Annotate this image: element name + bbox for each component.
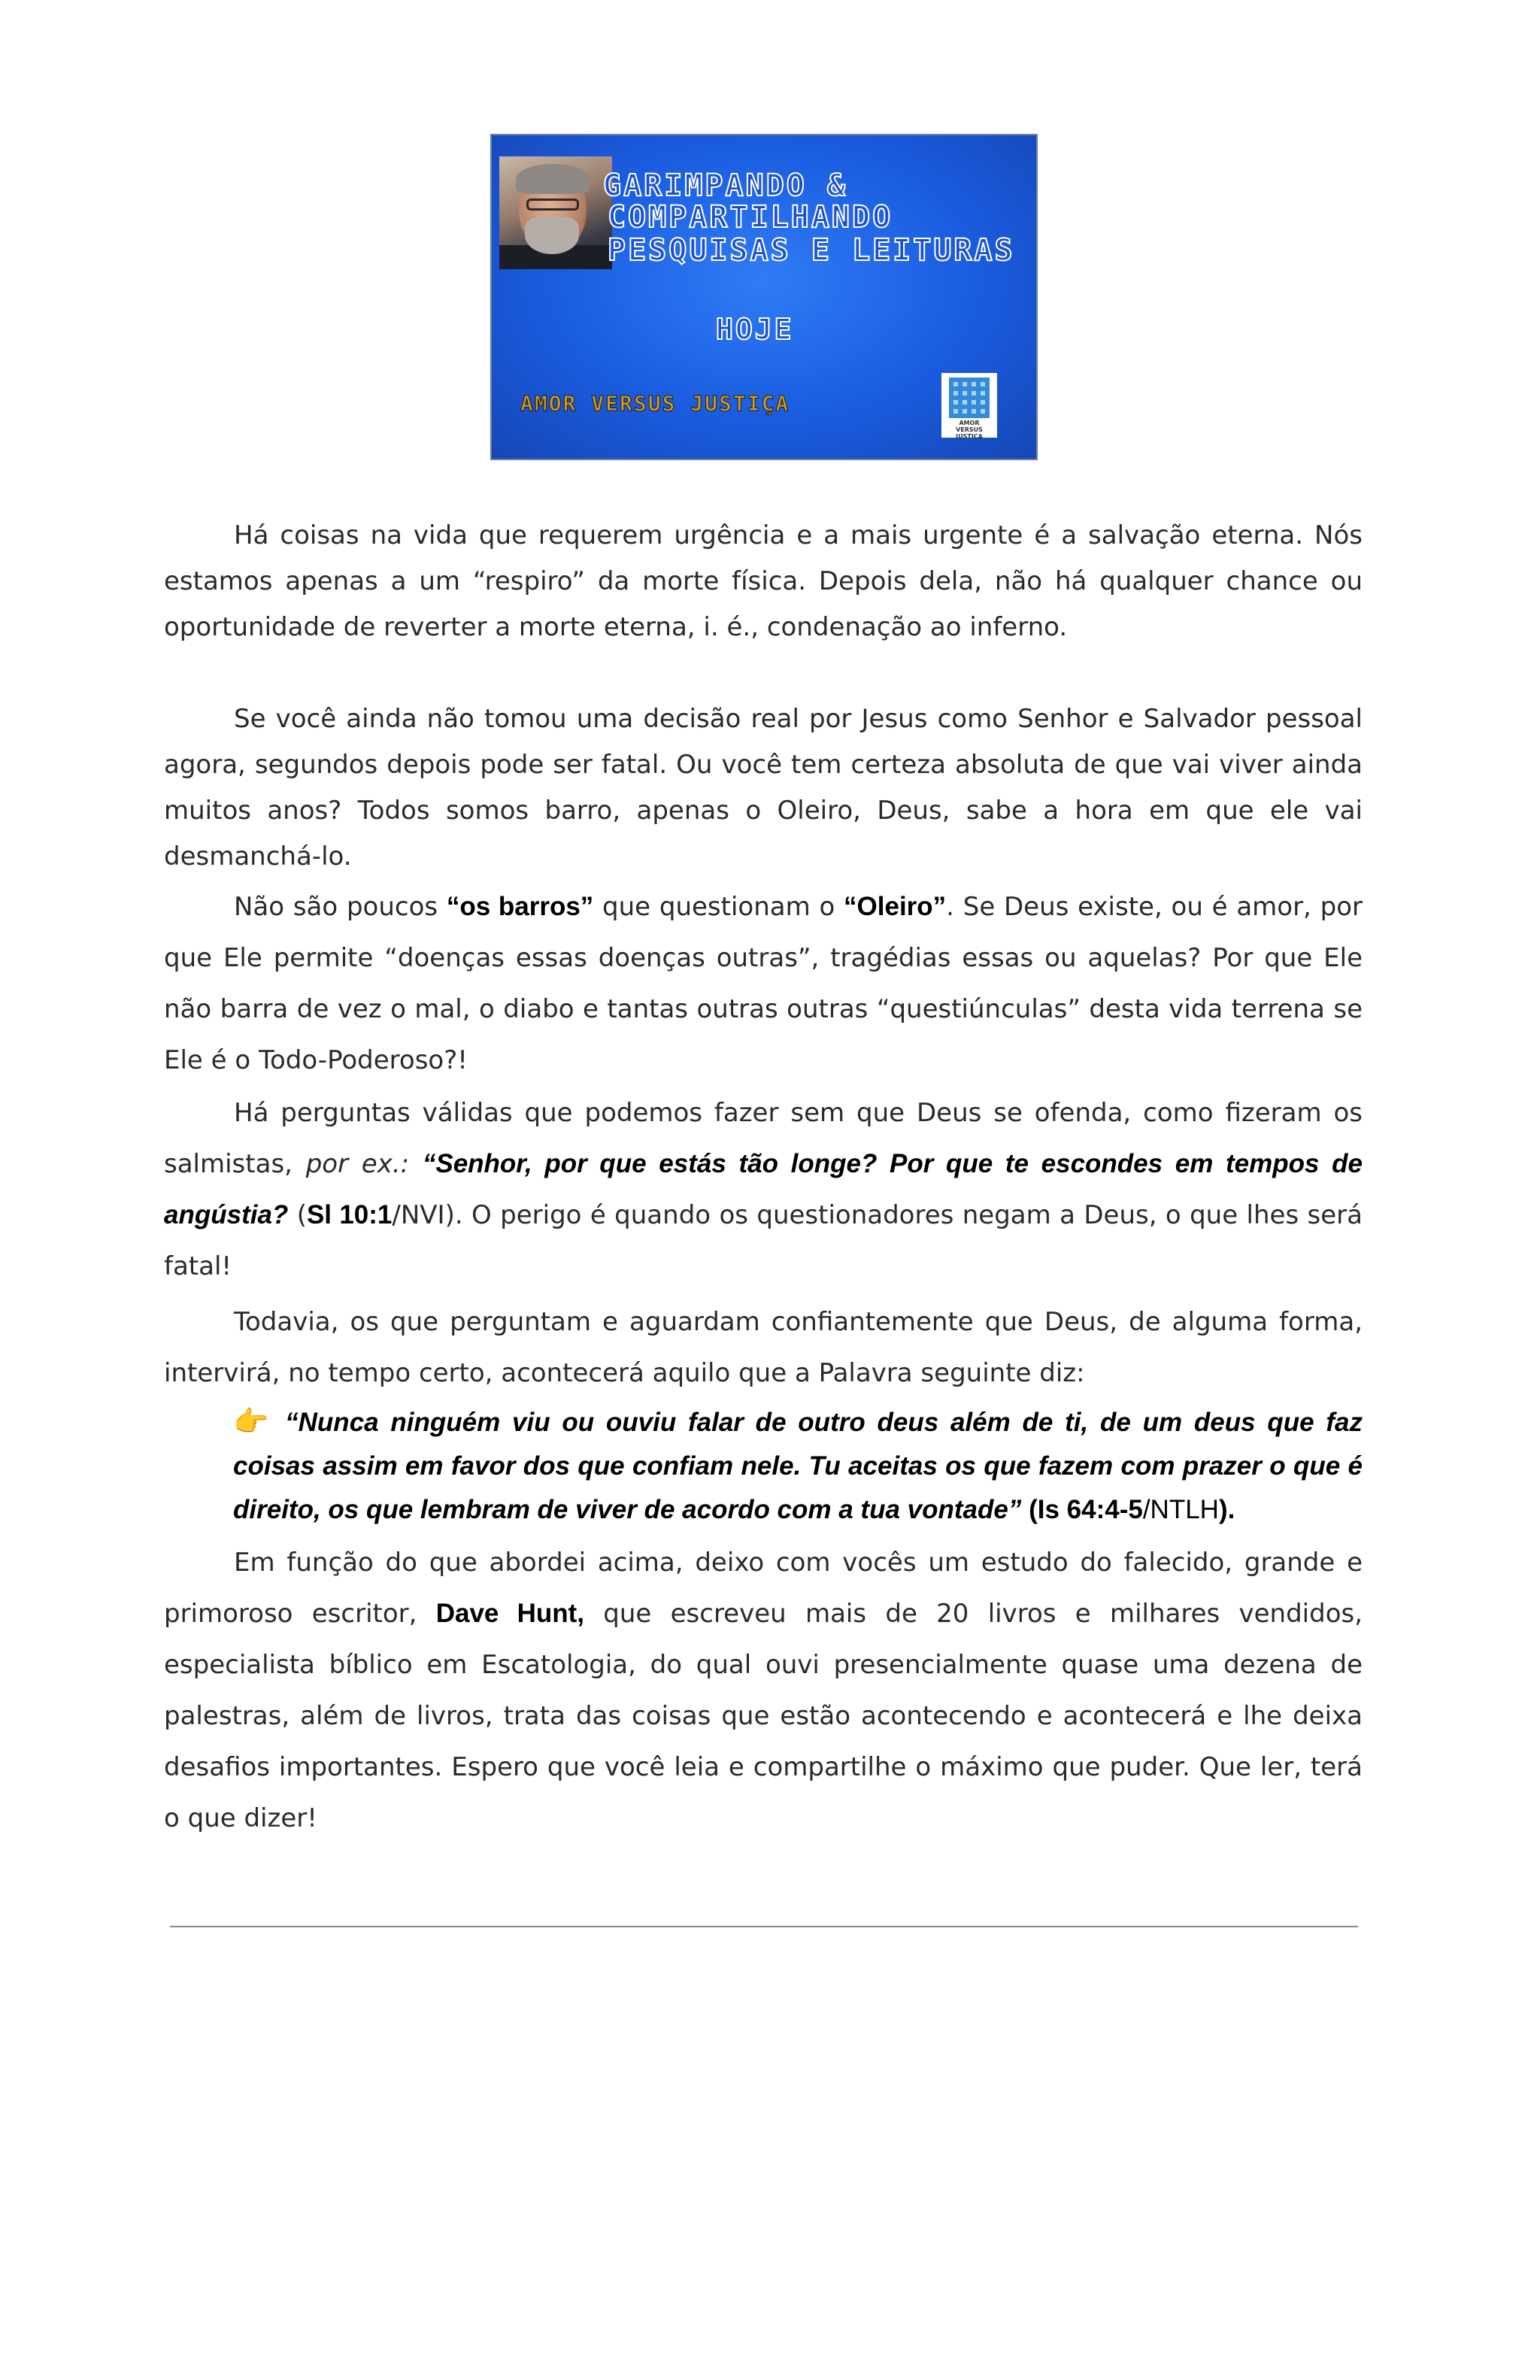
dave-hunt-name: Dave Hunt, <box>435 1599 585 1628</box>
header-banner-image <box>490 134 1038 460</box>
paragraph-1: Há coisas na vida que requerem urgência e a mais urgente é a salvação eterna. Nós estamos apenas a um “respiro” da morte física. Depois dela, não há qualquer chance ou oportunidade de reverter a morte eterna, i. é., condenação ao inferno. <box>164 520 1363 642</box>
banner-tagline: AMOR VERSUS JUSTIÇA <box>520 391 790 416</box>
paragraph-5: Todavia, os que perguntam e aguardam confiantemente que Deus, de alguma forma, intervirá, no tempo certo, acontecerá aquilo que a Palavra seguinte diz: <box>164 1307 1363 1388</box>
paragraph-4: Há perguntas válidas que podemos fazer sem que Deus se ofenda, como fizeram os salmistas, por ex.: “Senhor, por que estás tão longe? Por que te escondes em tempos de angústia? (Sl 10:1/NVI). O perigo é quando os questionadores negam a Deus, o que lhes será fatal! <box>164 1098 1363 1281</box>
author-photo <box>499 156 612 269</box>
paragraph-3: Não são poucos “os barros” que questionam o “Oleiro”. Se Deus existe, ou é amor, por que Ele permite “doenças essas doenças outras”, tragédias essas ou aquelas? Por que Ele não barra de vez o mal, o diabo e tantas outras outras “questiúnculas” desta vida terrena se Ele é o Todo-Poderoso?! <box>164 892 1363 1075</box>
paragraph-2: Se você ainda não tomou uma decisão real por Jesus como Senhor e Salvador pessoal agora, segundos depois pode ser fatal. Ou você tem certeza absoluta de que vai viver ainda muitos anos? Todos somos barro, apenas o Oleiro, Deus, sabe a hora em que ele vai desmanchá-lo. <box>164 704 1363 872</box>
psalm-quote: “Senhor, por que estás tão longe? Por que te escondes em tempos de angústia? <box>164 1149 1363 1229</box>
pointing-hand-icon: 👉 <box>233 1406 274 1438</box>
banner-title-line-2: COMPARTILHANDO <box>608 200 893 235</box>
banner-hoje-label: HOJE <box>716 313 794 346</box>
oleiro-emphasis: “Oleiro” <box>844 892 947 921</box>
os-barros-emphasis: “os barros” <box>446 892 594 921</box>
qr-code-icon: AMOR VERSUS JUSTIÇA <box>941 373 997 438</box>
paragraph-6: Em função do que abordei acima, deixo com vocês um estudo do falecido, grande e primoroso escritor, Dave Hunt, que escreveu mais de 20 livros e milhares vendidos, especialista bíblico em Escatologia, do qual ouvi presencialmente quase uma dezena de palestras, além de livros, trata das coisas que estão acontecendo e acontecerá e lhe deixa desafios importantes. Espero que você leia e compartilhe o máximo que puder. Que ler, terá o que dizer! <box>164 1548 1363 1833</box>
psalm-reference: Sl 10:1 <box>306 1200 393 1229</box>
banner-title-line-3: PESQUISAS E LEITURAS <box>608 233 1015 268</box>
isaiah-reference: (Is 64:4-5/NTLH). <box>1029 1495 1235 1524</box>
banner-title-line-1: GARIMPANDO & <box>603 168 847 203</box>
horizontal-divider <box>170 1926 1358 1927</box>
scripture-quote: 👉 “Nunca ninguém viu ou ouviu falar de outro deus além de ti, de um deus que faz coisas assim em favor dos que confiam nele. Tu aceitas os que fazem com prazer o que é direito, os que lembram de viver de acordo com a tua vontade” (Is 64:4-5/NTLH). <box>233 1406 1363 1524</box>
